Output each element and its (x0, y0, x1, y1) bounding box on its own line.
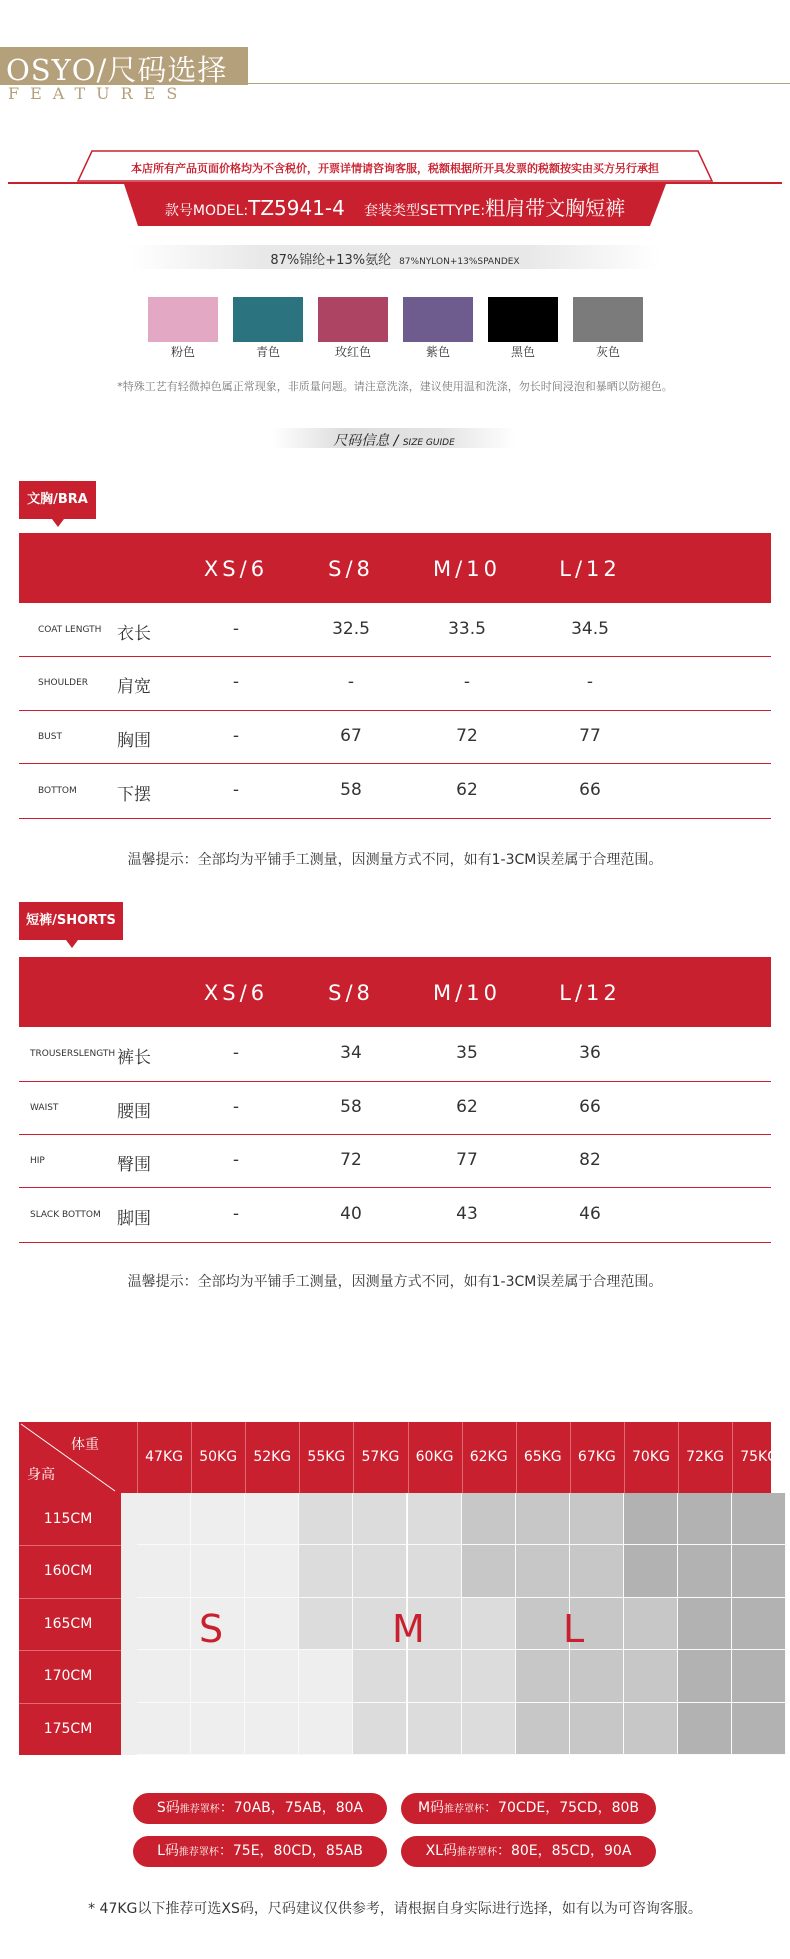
header-subtitle: FEATURES (8, 84, 189, 103)
shorts-cell-3-1: 40 (340, 1204, 362, 1224)
recommend-cups: ：80E，85CD，90A (496, 1843, 632, 1859)
recommend-small: 推荐罩杯 (444, 1804, 485, 1815)
grid-cell-3-3 (299, 1650, 353, 1702)
grid-cell-3-0 (137, 1650, 191, 1702)
grid-cell-4-2 (245, 1703, 299, 1755)
notice-text: 本店所有产品页面价格均为不含税价，开票详情请咨询客服，税额根据所开具发票的税额按实由买方另行承担 (131, 162, 659, 175)
shorts-row-label-cn: 臀围 (117, 1155, 151, 1175)
grid-corner (19, 1422, 121, 1493)
grid-corner-weight: 体重 (71, 1437, 99, 1453)
grid-header-divider (137, 1422, 138, 1493)
shorts-size-s: S/8 (328, 981, 374, 1005)
grid-height-2: 165CM (43, 1615, 93, 1632)
bra-row-label-cn: 肩宽 (117, 677, 151, 697)
grid-header-divider (245, 1422, 246, 1493)
grid-weight-6: 62KG (469, 1449, 508, 1465)
shorts-table-header (19, 957, 771, 1027)
recommend-small: 推荐罩杯 (179, 1804, 220, 1815)
fabric-composition (130, 249, 660, 268)
grid-cell-1-6 (462, 1545, 516, 1597)
color-swatch-label-5: 灰色 (595, 345, 620, 359)
recommend-size: L码 (157, 1843, 179, 1859)
grid-cell-2-2 (245, 1598, 299, 1650)
grid-cell-3-11 (732, 1650, 786, 1702)
bra-cell-0-0: - (232, 619, 240, 639)
shorts-cell-0-3: 36 (579, 1043, 601, 1063)
bra-size-xs: XS/6 (203, 557, 269, 581)
recommend-small: 推荐罩杯 (178, 1847, 219, 1858)
color-swatch-0 (148, 297, 218, 342)
shorts-cell-0-2: 35 (456, 1043, 478, 1063)
recommend-cups: ：75E，80CD，85AB (218, 1843, 363, 1859)
shorts-cell-1-3: 66 (579, 1097, 601, 1117)
bra-row-label-en: BUST (38, 732, 62, 742)
grid-cell-3-6 (462, 1650, 516, 1702)
shorts-tag-arrow (66, 940, 78, 948)
grid-header-divider (570, 1422, 571, 1493)
shorts-cell-3-0: - (232, 1204, 240, 1224)
grid-cell-4-3 (299, 1703, 353, 1755)
grid-cell-3-7 (516, 1650, 570, 1702)
bra-cell-3-1: 58 (340, 780, 362, 800)
bra-cell-0-1: 32.5 (332, 619, 370, 639)
shorts-size-xs: XS/6 (203, 981, 269, 1005)
shorts-row-2 (19, 1134, 771, 1188)
care-note: *特殊工艺有轻微掉色属正常现象，非质量问题。请注意洗涤，建议使用温和洗涤，勿长时间浸泡和暴晒以防褪色。 (117, 380, 673, 393)
grid-cell-3-1 (191, 1650, 245, 1702)
shorts-row-1 (19, 1081, 771, 1135)
grid-cell-3-8 (570, 1650, 624, 1702)
shorts-tip: 温馨提示：全部均为平铺手工测量，因测量方式不同，如有1-3CM误差属于合理范围。 (127, 1274, 663, 1290)
footnote: * 47KG以下推荐可选XS码，尺码建议仅供参考，请根据自身实际进行选择，如有以为可咨询客服。 (88, 1901, 702, 1917)
color-swatch-3 (403, 297, 473, 342)
grid-size-letter-s: S (199, 1607, 224, 1651)
grid-header-divider (353, 1422, 354, 1493)
grid-cell-4-7 (516, 1703, 570, 1755)
grid-cell-1-1 (191, 1545, 245, 1597)
bra-cell-3-2: 62 (456, 780, 478, 800)
bra-size-m: M/10 (433, 557, 501, 581)
grid-cell-0-3 (299, 1493, 353, 1545)
size-guide-cn: 尺码信息 / (333, 433, 399, 449)
shorts-row-label-cn: 裤长 (117, 1048, 151, 1068)
grid-cell-0-9 (624, 1493, 678, 1545)
grid-cell-0-0 (137, 1493, 191, 1545)
shorts-cell-2-3: 82 (579, 1150, 601, 1170)
shorts-cell-2-1: 72 (340, 1150, 362, 1170)
grid-cell-0-6 (462, 1493, 516, 1545)
grid-cell-0-8 (570, 1493, 624, 1545)
grid-weight-7: 65KG (523, 1449, 562, 1465)
grid-cell-1-3 (299, 1545, 353, 1597)
grid-header-divider (678, 1422, 679, 1493)
grid-header-divider (408, 1422, 409, 1493)
grid-cell-2-6 (462, 1598, 516, 1650)
settype-label: 套装类型SETTYPE: (363, 203, 486, 219)
bra-cell-2-3: 77 (579, 726, 601, 746)
grid-cell-0-1 (191, 1493, 245, 1545)
color-swatch-2 (318, 297, 388, 342)
size-guide-title (272, 430, 516, 450)
header-divider (248, 83, 790, 84)
grid-cell-1-8 (570, 1545, 624, 1597)
recommend-size: M码 (417, 1800, 445, 1816)
grid-cell-4-8 (570, 1703, 624, 1755)
color-swatch-label-0: 粉色 (170, 345, 195, 359)
color-swatch-1 (233, 297, 303, 342)
grid-cell-4-9 (624, 1703, 678, 1755)
grid-header-divider (462, 1422, 463, 1493)
color-swatch-label-4: 黑色 (510, 345, 535, 359)
shorts-row-label-en: WAIST (30, 1103, 59, 1113)
grid-header-divider (299, 1422, 300, 1493)
recommend-size: S码 (156, 1800, 180, 1816)
bra-table-header (19, 533, 771, 603)
recommend-pill-2 (133, 1836, 387, 1867)
shorts-cell-3-2: 43 (456, 1204, 478, 1224)
grid-cell-1-10 (678, 1545, 732, 1597)
grid-row-divider (19, 1703, 121, 1704)
shorts-size-l: L/12 (559, 981, 621, 1005)
grid-cell-1-4 (353, 1545, 407, 1597)
shorts-tag: 短裤/SHORTS (19, 902, 123, 940)
grid-cell-4-1 (191, 1703, 245, 1755)
bra-row-label-cn: 下摆 (117, 785, 151, 805)
grid-spacer (121, 1493, 137, 1755)
bra-row-label-en: BOTTOM (38, 786, 77, 796)
bra-cell-2-0: - (232, 726, 240, 746)
grid-weight-11: 75KG (740, 1449, 779, 1465)
shorts-cell-0-0: - (232, 1043, 240, 1063)
shorts-row-0 (19, 1027, 771, 1082)
grid-cell-1-0 (137, 1545, 191, 1597)
grid-size-letter-l: L (563, 1607, 585, 1651)
grid-row-divider (19, 1598, 121, 1599)
grid-cell-2-0 (137, 1598, 191, 1650)
color-swatch-label-2: 玫红色 (334, 345, 371, 359)
settype-value: 粗肩带文胸短裤 (485, 196, 626, 220)
grid-size-letter-m: M (392, 1607, 425, 1651)
grid-cell-4-10 (678, 1703, 732, 1755)
shorts-size-m: M/10 (433, 981, 501, 1005)
shorts-row-label-en: TROUSERSLENGTH (30, 1049, 116, 1059)
shorts-row-label-cn: 脚围 (117, 1209, 151, 1229)
bra-cell-1-1: - (347, 672, 355, 692)
grid-cell-2-7 (516, 1598, 570, 1650)
grid-row-divider (19, 1650, 121, 1651)
bra-row-3 (19, 763, 771, 819)
grid-weight-1: 50KG (199, 1449, 238, 1465)
grid-cell-3-4 (353, 1650, 407, 1702)
bra-cell-3-3: 66 (579, 780, 601, 800)
model-label: 款号MODEL: (164, 203, 249, 219)
grid-header-divider (732, 1422, 733, 1493)
grid-row-divider (19, 1545, 121, 1546)
model-info (124, 192, 666, 221)
grid-cell-4-11 (732, 1703, 786, 1755)
bra-row-label-en: SHOULDER (38, 678, 89, 688)
grid-cell-2-3 (299, 1598, 353, 1650)
shorts-row-label-en: HIP (30, 1156, 45, 1166)
recommend-pill-1 (401, 1793, 656, 1824)
color-swatch-5 (573, 297, 643, 342)
recommend-size: XL码 (425, 1843, 457, 1859)
shorts-row-3 (19, 1187, 771, 1243)
fabric-en: 87%NYLON+13%SPANDEX (399, 257, 520, 267)
grid-cell-3-9 (624, 1650, 678, 1702)
grid-weight-10: 72KG (686, 1449, 724, 1465)
grid-cell-3-2 (245, 1650, 299, 1702)
shorts-cell-1-1: 58 (340, 1097, 362, 1117)
recommend-cups: ：70CDE，75CD，80B (484, 1800, 640, 1816)
bra-row-label-cn: 衣长 (117, 624, 151, 644)
grid-cell-3-5 (408, 1650, 462, 1702)
grid-height-0: 115CM (43, 1511, 93, 1527)
recommend-pill-0 (133, 1793, 387, 1824)
model-value: TZ5941-4 (248, 196, 345, 220)
grid-cell-1-5 (408, 1545, 462, 1597)
grid-corner-height: 身高 (27, 1467, 55, 1483)
bra-cell-1-2: - (463, 672, 471, 692)
grid-cell-0-7 (516, 1493, 570, 1545)
size-guide-en: SIZE GUIDE (402, 438, 455, 448)
shorts-cell-0-1: 34 (340, 1043, 362, 1063)
grid-cell-1-11 (732, 1545, 786, 1597)
grid-weight-4: 57KG (361, 1449, 400, 1465)
bra-cell-0-2: 33.5 (448, 619, 486, 639)
grid-cell-0-2 (245, 1493, 299, 1545)
bra-cell-2-1: 67 (340, 726, 362, 746)
bra-tag: 文胸/BRA (19, 481, 96, 519)
grid-cell-1-9 (624, 1545, 678, 1597)
grid-cell-2-10 (678, 1598, 732, 1650)
grid-cell-4-0 (137, 1703, 191, 1755)
grid-cell-4-5 (408, 1703, 462, 1755)
grid-height-4: 175CM (43, 1720, 93, 1737)
grid-height-3: 170CM (43, 1668, 93, 1685)
bra-size-l: L/12 (559, 557, 621, 581)
bra-cell-1-3: - (586, 672, 594, 692)
bra-cell-3-0: - (232, 780, 240, 800)
bra-row-label-en: COAT LENGTH (38, 625, 102, 635)
color-swatch-label-3: 紫色 (425, 345, 450, 359)
grid-header-divider (624, 1422, 625, 1493)
shorts-cell-2-2: 77 (456, 1150, 478, 1170)
bra-row-2 (19, 710, 771, 764)
grid-cell-4-6 (462, 1703, 516, 1755)
bra-tag-arrow (52, 519, 64, 527)
shorts-row-label-cn: 腰围 (117, 1102, 151, 1122)
header-title: OSYO/尺码选择 (6, 53, 228, 87)
bra-row-label-cn: 胸围 (117, 731, 151, 751)
bra-row-0 (19, 603, 771, 657)
grid-header-divider (516, 1422, 517, 1493)
grid-cell-1-7 (516, 1545, 570, 1597)
recommend-pill-3 (401, 1836, 656, 1867)
grid-weight-2: 52KG (253, 1449, 292, 1465)
color-swatch-label-1: 青色 (255, 345, 280, 359)
bra-size-s: S/8 (328, 557, 374, 581)
grid-cell-2-11 (732, 1598, 786, 1650)
bra-cell-1-0: - (232, 672, 240, 692)
grid-cell-2-9 (624, 1598, 678, 1650)
grid-cell-4-4 (353, 1703, 407, 1755)
shorts-cell-1-2: 62 (456, 1097, 478, 1117)
grid-cell-0-4 (353, 1493, 407, 1545)
shorts-cell-1-0: - (232, 1097, 240, 1117)
bra-cell-2-2: 72 (456, 726, 478, 746)
grid-weight-0: 47KG (145, 1449, 183, 1465)
grid-cell-0-5 (408, 1493, 462, 1545)
grid-weight-8: 67KG (577, 1449, 616, 1465)
grid-cell-3-10 (678, 1650, 732, 1702)
grid-cell-1-2 (245, 1545, 299, 1597)
grid-weight-9: 70KG (632, 1449, 670, 1465)
grid-height-1: 160CM (43, 1563, 93, 1580)
bra-row-1 (19, 656, 771, 711)
bra-tip: 温馨提示：全部均为平铺手工测量，因测量方式不同，如有1-3CM误差属于合理范围。 (127, 852, 663, 868)
shorts-cell-2-0: - (232, 1150, 240, 1170)
fabric-cn: 87%锦纶+13%氨纶 (270, 253, 392, 268)
grid-weight-3: 55KG (307, 1449, 346, 1465)
shorts-cell-3-3: 46 (579, 1204, 601, 1224)
bra-cell-0-3: 34.5 (571, 619, 609, 639)
grid-weight-5: 60KG (415, 1449, 454, 1465)
shorts-row-label-en: SLACK BOTTOM (30, 1210, 101, 1220)
grid-header-divider (191, 1422, 192, 1493)
recommend-small: 推荐罩杯 (456, 1847, 497, 1858)
color-swatch-4 (488, 297, 558, 342)
grid-cell-0-10 (678, 1493, 732, 1545)
recommend-cups: ：70AB，75AB，80A (219, 1800, 364, 1816)
grid-cell-0-11 (732, 1493, 786, 1545)
